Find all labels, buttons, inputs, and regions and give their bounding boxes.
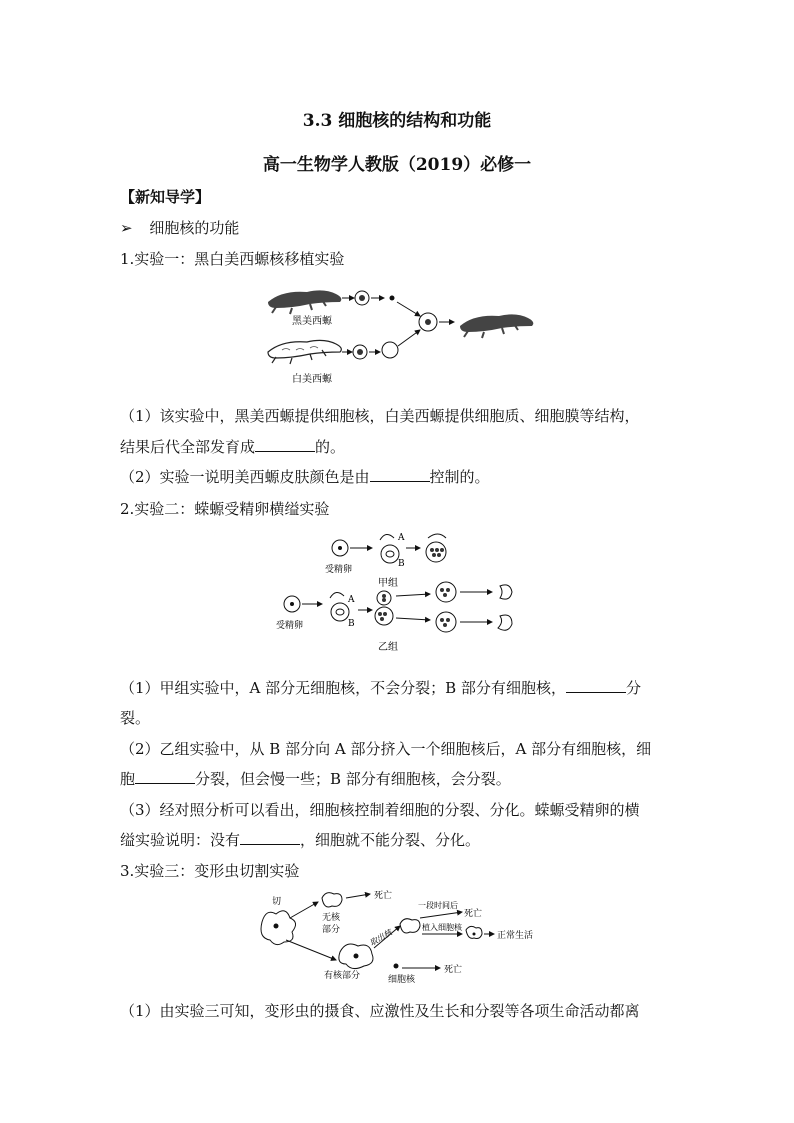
black-salamander-label: 黑美西螈	[292, 316, 332, 327]
exp2-q2b-text: 胞	[120, 770, 136, 788]
exp1-q2-text: （2）实验一说明美西螈皮肤颜色是由	[120, 468, 370, 486]
enucleated-cell-icon	[382, 342, 398, 358]
with-nucleus-label: 有核部分	[324, 971, 361, 981]
death-label: 死亡	[464, 909, 483, 919]
normal-life-label: 正常生活	[497, 931, 534, 941]
part-a-label: A	[348, 595, 355, 605]
amoeba-cut-figure	[250, 882, 550, 988]
no-nucleus-label: 无核	[322, 913, 341, 923]
exp2-q3b-tail: ，细胞就不能分裂、分化。	[300, 831, 481, 849]
exp2-question-1-cont: 裂。	[120, 709, 151, 727]
embryo-icon	[436, 582, 456, 632]
exp2-q1-tail: 分	[625, 679, 641, 697]
part-b-label: B	[398, 559, 405, 569]
exp1-q1b-text: 结果后代全部发育成	[120, 438, 256, 456]
exp1-question-2	[120, 466, 490, 487]
exp3-question-1: （1）由实验三可知，变形虫的摄食、应激性及生长和分裂等各项生命活动都离	[120, 1002, 640, 1020]
part-label: 部分	[322, 925, 341, 935]
black-offspring-icon	[460, 314, 533, 338]
exp1-question-1a: （1）该实验中，黑美西螈提供细胞核，白美西螈提供细胞质、细胞膜等结构，	[120, 407, 640, 425]
nucleus-icon	[394, 964, 399, 969]
document-subtitle: 高一生物学人教版（2019）必修一	[262, 155, 532, 175]
death-label: 死亡	[444, 965, 463, 975]
answer-blank[interactable]	[566, 678, 626, 693]
larva-icon	[500, 585, 512, 599]
amoeba-icon	[261, 911, 296, 945]
amoeba-icon	[466, 926, 482, 938]
take-out-label: 取出核	[368, 927, 394, 948]
enucleated-amoeba-icon	[400, 919, 420, 933]
exp2-q3b-text: 缢实验说明：没有	[120, 831, 241, 849]
bullet-text: 细胞核的功能	[149, 219, 240, 237]
exp1-question-1b	[120, 436, 345, 457]
cut-label: 切	[272, 897, 282, 907]
after-time-label: 一段时间后	[418, 901, 458, 910]
answer-blank[interactable]	[240, 830, 300, 845]
exp2-question-3a: （3）经对照分析可以看出，细胞核控制着细胞的分裂、分化。蝾螈受精卵的横	[120, 801, 640, 819]
exp2-question-2b	[120, 768, 511, 789]
exp2-question-2a: （2）乙组实验中，从 B 部分向 A 部分挤入一个细胞核后，A 部分有细胞核，细	[120, 740, 652, 758]
answer-blank[interactable]	[255, 437, 315, 452]
exp2-q2b-tail: 分裂，但会慢一些；B 部分有细胞核，会分裂。	[195, 770, 511, 788]
exp3-heading: 3.实验三：变形虫切割实验	[120, 862, 300, 880]
larva-icon	[498, 615, 512, 630]
answer-blank[interactable]	[135, 769, 195, 784]
egg-label: 受精卵	[325, 565, 353, 575]
exp2-question-1	[120, 677, 641, 698]
implant-label: 植入细胞核	[422, 923, 462, 932]
newt-egg-ligation-figure	[270, 528, 530, 658]
ligated-egg-icon	[380, 534, 399, 563]
exp2-heading: 2.实验二：蝾螈受精卵横缢实验	[120, 500, 330, 518]
exp1-heading: 1.实验一：黑白美西螈核移植实验	[120, 250, 345, 268]
axolotl-transplant-figure	[262, 280, 542, 388]
black-salamander-icon	[268, 290, 341, 314]
group-1-label: 甲组	[378, 578, 398, 589]
death-label: 死亡	[374, 891, 393, 901]
ligated-egg-icon	[330, 592, 349, 621]
part-b-label: B	[348, 619, 355, 629]
egg-label: 受精卵	[276, 621, 304, 631]
section-heading: 【新知导学】	[120, 188, 211, 206]
document-title: 3.3 细胞核的结构和功能	[302, 111, 492, 131]
answer-blank[interactable]	[370, 467, 430, 482]
exp1-q1b-tail: 的。	[315, 438, 346, 456]
exp1-q2-tail: 控制的。	[429, 468, 490, 486]
embryo-icon	[375, 591, 393, 625]
exp2-question-3b	[120, 829, 480, 850]
arrow-bullet-icon: ➢	[120, 219, 133, 237]
bullet-item	[120, 217, 239, 238]
embryo-icon	[426, 534, 446, 562]
part-a-label: A	[398, 533, 405, 543]
nucleus-label: 细胞核	[388, 975, 416, 985]
nucleus-icon	[390, 296, 395, 301]
exp2-q1-text: （1）甲组实验中，A 部分无细胞核，不会分裂；B 部分有细胞核，	[120, 679, 566, 697]
white-salamander-icon	[268, 340, 341, 364]
white-salamander-label: 白美西螈	[292, 374, 332, 385]
amoeba-fragment-icon	[322, 893, 342, 907]
group-2-label: 乙组	[378, 642, 398, 653]
